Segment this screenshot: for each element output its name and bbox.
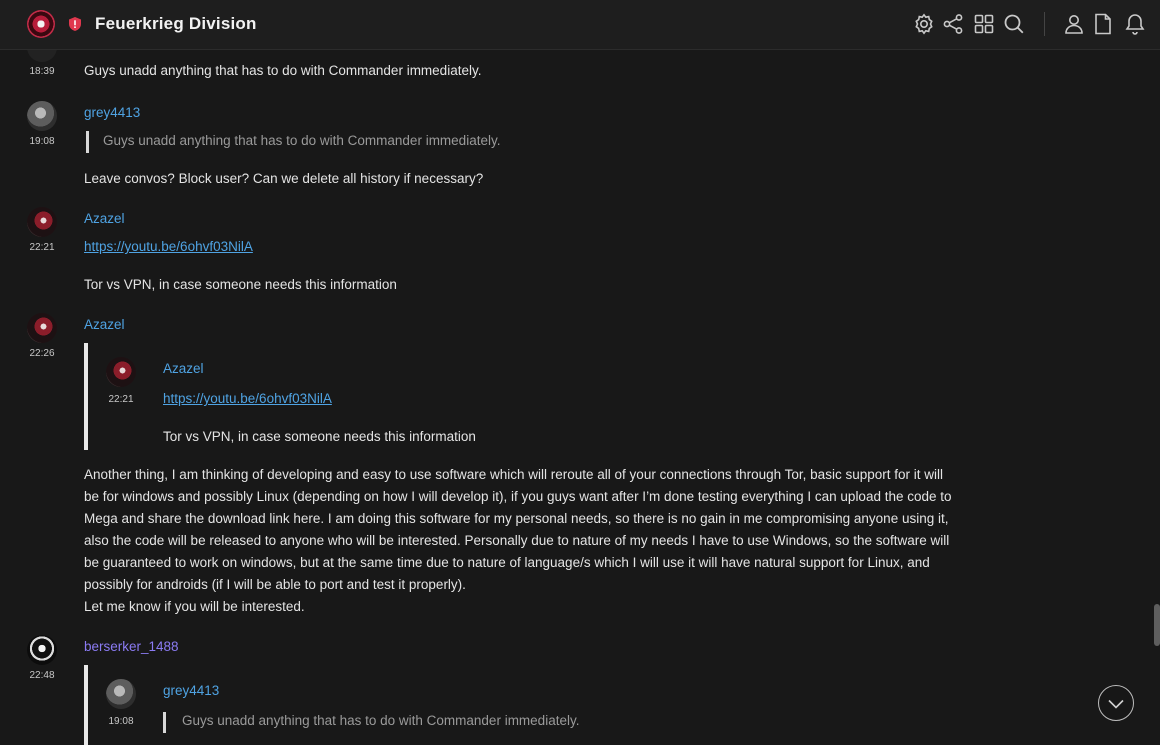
paragraph-line: Another thing, I am thinking of developing and easy to use software which will reroute all of your connections through Tor, basic support for it will	[84, 467, 943, 482]
paragraph-line: be guaranteed to work on windows, but at the same time due to nature of language/s which I will use it will have natural support for Linux, and	[84, 555, 930, 570]
author-name[interactable]: grey4413	[84, 105, 141, 120]
share-icon[interactable]	[941, 12, 965, 36]
paragraph-line: Mega and share the download link here. I am doing this software for my personal needs, so there is no gain in me compromising anyone using it,	[84, 511, 949, 526]
search-icon[interactable]	[1002, 12, 1026, 36]
scroll-to-bottom-button[interactable]	[1098, 685, 1134, 721]
reply-time: 22:21	[108, 394, 134, 405]
message-time: 18:39	[29, 66, 55, 77]
avatar[interactable]	[27, 207, 57, 237]
profile-icon[interactable]	[1062, 12, 1086, 36]
toolbar-divider	[1044, 12, 1045, 36]
scrollbar-thumb[interactable]	[1154, 604, 1160, 646]
quote-text: Guys unadd anything that has to do with Commander immediately.	[182, 713, 580, 728]
document-icon[interactable]	[1091, 12, 1115, 36]
author-name[interactable]: berserker_1488	[84, 639, 179, 654]
reply-bar	[84, 665, 88, 745]
reply-bar	[84, 343, 88, 450]
avatar[interactable]	[27, 313, 57, 343]
message-time: 22:26	[29, 348, 55, 359]
reply-avatar[interactable]	[106, 357, 136, 387]
quote-bar	[163, 712, 166, 733]
quote-bar	[86, 131, 89, 153]
channel-avatar[interactable]	[27, 10, 55, 38]
channel-header	[0, 0, 1160, 50]
quote-text: Guys unadd anything that has to do with Commander immediately.	[103, 133, 501, 148]
paragraph-line: also the code will be released to anyone who will be interested. Personally due to nature of my needs I have to use Windows, so the software will	[84, 533, 950, 548]
avatar[interactable]	[27, 101, 57, 131]
message-text: Tor vs VPN, in case someone needs this information	[84, 277, 397, 292]
avatar[interactable]	[27, 635, 57, 665]
reply-time: 19:08	[108, 716, 134, 727]
channel-title[interactable]: Feuerkrieg Division	[95, 14, 257, 33]
grid-icon[interactable]	[972, 12, 996, 36]
bell-icon[interactable]	[1123, 12, 1147, 36]
settings-icon[interactable]	[912, 12, 936, 36]
reply-avatar[interactable]	[106, 679, 136, 709]
message-time: 22:48	[29, 670, 55, 681]
author-name[interactable]: Azazel	[84, 317, 125, 332]
chevron-down-icon	[1106, 694, 1126, 714]
reply-author[interactable]: grey4413	[163, 683, 220, 698]
message-text: Guys unadd anything that has to do with Commander immediately.	[84, 63, 482, 78]
paragraph-line: Let me know if you will be interested.	[84, 599, 305, 614]
reply-text: Tor vs VPN, in case someone needs this information	[163, 429, 476, 444]
message-time: 19:08	[29, 136, 55, 147]
reply-link[interactable]: https://youtu.be/6ohvf03NilA	[163, 391, 332, 406]
paragraph-line: be for windows and possibly Linux (depending on how I will develop it), if you guys want after I’m done testing everything I can upload the code to	[84, 489, 952, 504]
reply-author[interactable]: Azazel	[163, 361, 204, 376]
shield-icon	[67, 16, 83, 32]
message-paragraph	[84, 464, 1004, 618]
author-name[interactable]: Azazel	[84, 211, 125, 226]
message-link[interactable]: https://youtu.be/6ohvf03NilA	[84, 239, 253, 254]
message-time: 22:21	[29, 242, 55, 253]
paragraph-line: possibly for androids (if I will be able to port and test it properly).	[84, 577, 466, 592]
message-text: Leave convos? Block user? Can we delete all history if necessary?	[84, 171, 484, 186]
